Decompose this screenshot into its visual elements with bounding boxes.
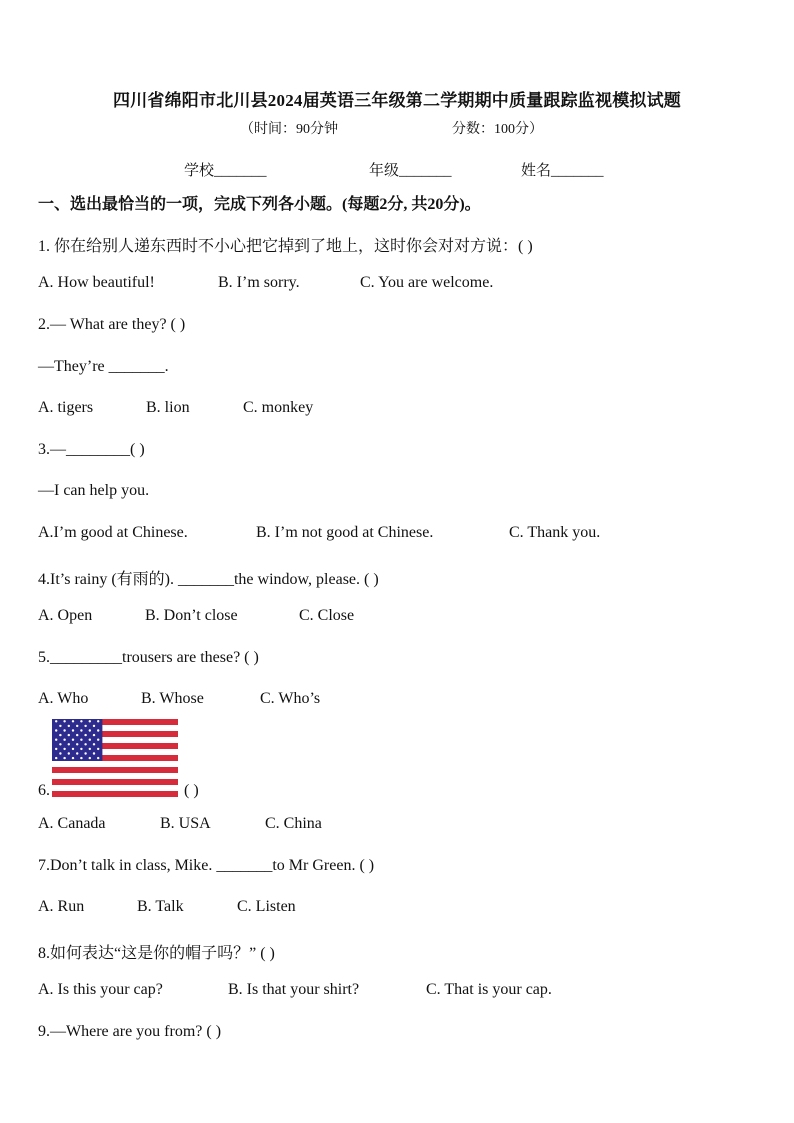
flag-star	[97, 729, 99, 731]
flag-star	[55, 720, 57, 722]
flag-star	[80, 739, 82, 741]
option-b: B. Talk	[137, 898, 184, 915]
question-8: 8.如何表达“这是你的帽子吗？” ( )	[38, 945, 275, 962]
grade-field: 年级_______	[369, 163, 452, 179]
flag-star	[97, 720, 99, 722]
exam-time: （时间：90分钟	[240, 122, 338, 137]
flag-stripe	[52, 779, 178, 785]
flag-star	[68, 734, 70, 736]
flag-star	[93, 734, 95, 736]
flag-star	[55, 757, 57, 759]
option-b: B. Don’t close	[145, 607, 238, 624]
flag-star	[93, 752, 95, 754]
name-field: 姓名_______	[521, 163, 604, 179]
question-5: 5._________trousers are these? ( )	[38, 649, 259, 666]
flag-star	[80, 729, 82, 731]
option-a: A. Canada	[38, 815, 106, 832]
option-c: C. Who’s	[260, 690, 321, 707]
flag-stripe	[52, 761, 178, 767]
flag-star	[63, 739, 65, 741]
flag-star	[84, 725, 86, 727]
flag-star	[72, 720, 74, 722]
flag-star	[72, 757, 74, 759]
option-b: B. I’m not good at Chinese.	[256, 524, 434, 541]
option-b: B. Is that your shirt?	[228, 981, 360, 998]
question-1: 1. 你在给别人递东西时不小心把它掉到了地上，这时你会对对方说：( )	[38, 238, 533, 255]
question-6-number: 6.	[38, 782, 50, 799]
question-3-answer-line: —I can help you.	[38, 482, 150, 499]
flag-star	[68, 743, 70, 745]
flag-star	[76, 752, 78, 754]
flag-star	[84, 734, 86, 736]
section-heading: 一、选出最恰当的一项，完成下列各小题。(每题2分, 共20分)。	[38, 196, 481, 213]
flag-star	[72, 748, 74, 750]
flag-star	[55, 739, 57, 741]
flag-star	[84, 743, 86, 745]
option-b: B. lion	[146, 399, 190, 416]
question-2: 2.— What are they? ( )	[38, 316, 186, 333]
question-3: 3.—________( )	[38, 441, 145, 458]
option-a: A. How beautiful!	[38, 274, 155, 291]
flag-star	[89, 748, 91, 750]
flag-star	[80, 757, 82, 759]
flag-star	[84, 752, 86, 754]
flag-star	[93, 725, 95, 727]
question-9: 9.—Where are you from? ( )	[38, 1023, 222, 1040]
option-c: C. China	[265, 815, 322, 832]
option-a: A. Is this your cap?	[38, 981, 163, 998]
question-6-blank: ( )	[184, 782, 199, 799]
option-a: A. Who	[38, 690, 89, 707]
flag-star	[97, 757, 99, 759]
option-c: C. monkey	[243, 399, 314, 416]
option-c: C. You are welcome.	[360, 274, 494, 291]
flag-stripe	[52, 773, 178, 779]
flag-star	[80, 748, 82, 750]
flag-star	[59, 752, 61, 754]
option-c: C. Thank you.	[509, 524, 601, 541]
option-a: A.I’m good at Chinese.	[38, 524, 188, 541]
flag-star	[72, 729, 74, 731]
flag-star	[63, 720, 65, 722]
flag-star	[89, 729, 91, 731]
flag-star	[80, 720, 82, 722]
flag-stripe	[52, 791, 178, 797]
exam-title: 四川省绵阳市北川县2024届英语三年级第二学期期中质量跟踪监视模拟试题	[113, 91, 681, 110]
flag-star	[76, 743, 78, 745]
flag-star	[89, 739, 91, 741]
exam-score: 分数：100分）	[452, 122, 543, 137]
question-4: 4.It’s rainy (有雨的). _______the window, please. ( )	[38, 571, 379, 588]
flag-star	[97, 748, 99, 750]
flag-star	[59, 743, 61, 745]
flag-stripe	[52, 767, 178, 773]
flag-star	[76, 725, 78, 727]
flag-star	[59, 734, 61, 736]
flag-star	[63, 757, 65, 759]
question-7: 7.Don’t talk in class, Mike. _______to Mr Green. ( )	[38, 857, 375, 874]
flag-star	[72, 739, 74, 741]
option-c: C. Listen	[237, 898, 296, 915]
option-b: B. Whose	[141, 690, 204, 707]
flag-star	[63, 748, 65, 750]
question-6	[38, 782, 199, 800]
option-c: C. That is your cap.	[426, 981, 552, 998]
option-b: B. I’m sorry.	[218, 274, 300, 291]
flag-star	[55, 729, 57, 731]
flag-star	[68, 725, 70, 727]
option-a: A. Open	[38, 607, 93, 624]
flag-star	[68, 752, 70, 754]
flag-stripe	[52, 785, 178, 791]
option-a: A. tigers	[38, 399, 94, 416]
usa-flag-icon	[52, 719, 178, 797]
question-2-answer-line: —They’re _______.	[38, 358, 169, 375]
flag-star	[89, 720, 91, 722]
flag-star	[97, 739, 99, 741]
flag-star	[59, 725, 61, 727]
flag-star	[89, 757, 91, 759]
flag-star	[63, 729, 65, 731]
flag-star	[93, 743, 95, 745]
flag-star	[76, 734, 78, 736]
option-a: A. Run	[38, 898, 85, 915]
option-b: B. USA	[160, 815, 211, 832]
school-field: 学校_______	[184, 163, 267, 179]
flag-star	[55, 748, 57, 750]
option-c: C. Close	[299, 607, 355, 624]
